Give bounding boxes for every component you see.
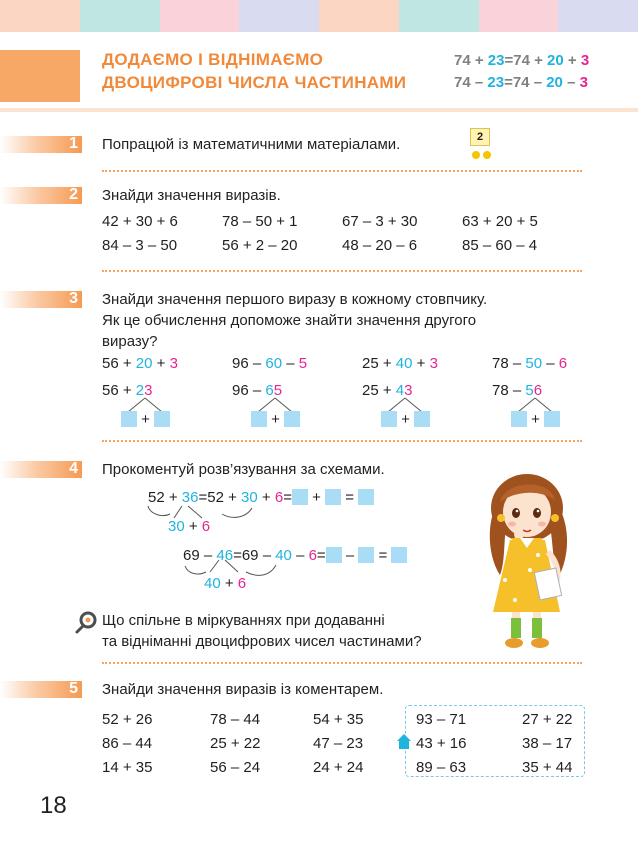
task1-text: Попрацюй із математичними матеріалами. <box>102 136 401 153</box>
column-second-expression: 56 + 23 <box>102 382 153 399</box>
expression: 56 – 24 <box>210 759 261 776</box>
column-first-expression: 25 + 40 + 3 <box>362 355 438 372</box>
expression: 86 – 44 <box>102 735 153 752</box>
expression: 25 + 22 <box>210 735 261 752</box>
column-second-expression: 96 – 65 <box>232 382 283 399</box>
expression: 93 – 71 <box>416 711 467 728</box>
title-line-2: ДВОЦИФРОВІ ЧИСЛА ЧАСТИНАМИ <box>102 73 407 92</box>
expression: 14 + 35 <box>102 759 153 776</box>
task-number: 4 <box>69 460 78 477</box>
column-second-expression: 78 – 56 <box>492 382 543 399</box>
expression: 47 – 23 <box>313 735 364 752</box>
expression: 43 + 16 <box>416 735 467 752</box>
task-number: 3 <box>69 290 78 307</box>
answer-box-pair: + <box>121 411 170 428</box>
expression: 67 – 3 + 30 <box>342 213 418 230</box>
expression: 48 – 20 – 6 <box>342 237 418 254</box>
column-second-expression: 25 + 43 <box>362 382 413 399</box>
expression: 27 + 22 <box>522 711 573 728</box>
question-line: Що спільне в міркуваннях при додаванні <box>102 612 385 629</box>
task-number: 2 <box>69 186 78 203</box>
task2-text: Знайди значення виразів. <box>102 187 281 204</box>
task3-line: Знайди значення першого виразу в кожному стовпчику. <box>102 291 488 308</box>
formula-addition: 74 + 23=74 + 20 + 3 <box>454 52 590 69</box>
column-first-expression: 56 + 20 + 3 <box>102 355 178 372</box>
page-number: 18 <box>40 792 67 819</box>
answer-box-pair: + <box>251 411 300 428</box>
task3-line: виразу? <box>102 333 158 350</box>
task4-text: Прокоментуй розв’язування за схемами. <box>102 461 385 478</box>
expression: 63 + 20 + 5 <box>462 213 538 230</box>
expression: 38 – 17 <box>522 735 573 752</box>
answer-box-pair: + <box>381 411 430 428</box>
expression: 35 + 44 <box>522 759 573 776</box>
expression: 54 + 35 <box>313 711 364 728</box>
task5-text: Знайди значення виразів із коментарем. <box>102 681 384 698</box>
task3-line: Як це обчислення допоможе знайти значення другого <box>102 312 477 329</box>
expression: 78 – 44 <box>210 711 261 728</box>
expression: 56 + 2 – 20 <box>222 237 298 254</box>
column-first-expression: 96 – 60 – 5 <box>232 355 308 372</box>
expression: 84 – 3 – 50 <box>102 237 178 254</box>
title-line-1: ДОДАЄМО І ВІДНІМАЄМО <box>102 50 324 69</box>
expression: 42 + 30 + 6 <box>102 213 178 230</box>
scheme-subtraction: 69 – 46=69 – 40 – 6= – = <box>183 547 407 564</box>
expression: 85 – 60 – 4 <box>462 237 538 254</box>
scheme-split: 40 + 6 <box>204 575 247 592</box>
formula-subtraction: 74 – 23=74 – 20 – 3 <box>454 74 588 91</box>
materials-badge: 2 <box>470 128 490 146</box>
answer-box-pair: + <box>511 411 560 428</box>
expression: 89 – 63 <box>416 759 467 776</box>
scheme-addition: 52 + 36=52 + 30 + 6= + = <box>148 489 374 506</box>
scheme-split: 30 + 6 <box>168 518 211 535</box>
column-first-expression: 78 – 50 – 6 <box>492 355 568 372</box>
expression: 24 + 24 <box>313 759 364 776</box>
task-number: 1 <box>69 135 78 152</box>
expression: 78 – 50 + 1 <box>222 213 298 230</box>
expression: 52 + 26 <box>102 711 153 728</box>
task-number: 5 <box>69 680 78 697</box>
question-line: та відніманні двоцифрових чисел частинами? <box>102 633 422 650</box>
